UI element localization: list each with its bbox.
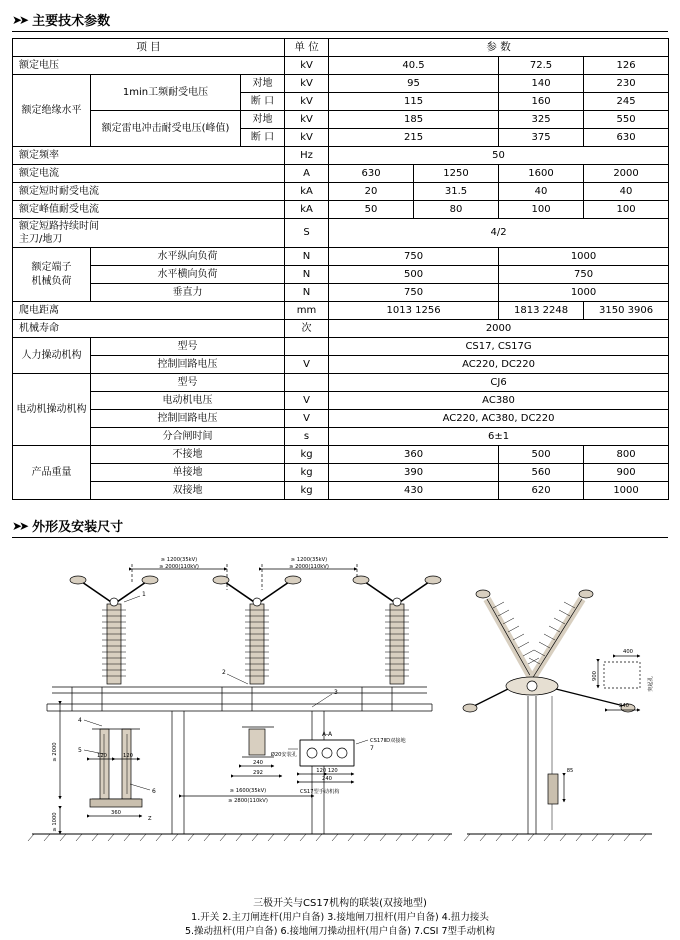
- row-label-mech-life: 机械寿命: [13, 320, 285, 338]
- row-sub-model: 型号: [91, 338, 285, 356]
- table-row: [13, 428, 669, 446]
- unit-cell: N: [285, 266, 329, 284]
- spec-table: [12, 38, 669, 500]
- dim-292: 292: [253, 770, 263, 776]
- unit-cell: N: [285, 284, 329, 302]
- value-cell: 115: [329, 93, 499, 111]
- value-cell: 40: [499, 183, 584, 201]
- callout-2: 2: [222, 669, 226, 676]
- unit-cell: Hz: [285, 147, 329, 165]
- value-cell: 375: [499, 129, 584, 147]
- dim-240r: 240: [619, 703, 629, 709]
- heading-divider: [12, 31, 668, 32]
- row-sub-motor-voltage: 电动机电压: [91, 392, 285, 410]
- value-cell: 40.5: [329, 57, 499, 75]
- value-cell: 750: [329, 248, 499, 266]
- dim-2000: ≥ 2000: [52, 742, 58, 762]
- dim-left-top1: ≥ 1200(35kV): [160, 557, 198, 563]
- dim-left-top2: ≥ 2000(110kV): [159, 564, 199, 570]
- section-label-aa: A-A: [321, 731, 333, 738]
- value-cell: 215: [329, 129, 499, 147]
- row-label-peak-withstand: 额定峰值耐受电流: [13, 201, 285, 219]
- value-cell: 630: [584, 129, 669, 147]
- value-cell: 900: [584, 464, 669, 482]
- value-cell: AC220, AC380, DC220: [329, 410, 669, 428]
- dim-right-top1: ≥ 1200(35kV): [290, 557, 328, 563]
- table-row: [13, 219, 669, 248]
- mech-note1: CS17ⅡD双接地: [370, 738, 406, 744]
- row-sub-lightning: 额定雷电冲击耐受电压(峰值): [91, 111, 241, 147]
- unit-cell: kg: [285, 482, 329, 500]
- value-cell: 160: [499, 93, 584, 111]
- table-row: [13, 320, 669, 338]
- caption-title: 三极开关与CS17机构的联装(双接地型): [253, 898, 427, 909]
- row-sub-h-trans: 水平横向负荷: [91, 266, 285, 284]
- value-cell: 6±1: [329, 428, 669, 446]
- unit-cell: V: [285, 392, 329, 410]
- table-row: [13, 356, 669, 374]
- value-cell: 245: [584, 93, 669, 111]
- value-cell: 40: [584, 183, 669, 201]
- row-sub-vertical: 垂直力: [91, 284, 285, 302]
- value-cell: 550: [584, 111, 669, 129]
- section-title-specs: 主要技术参数: [32, 14, 111, 29]
- value-cell: 185: [329, 111, 499, 129]
- section-title-dims: 外形及安装尺寸: [32, 520, 124, 535]
- table-row: [13, 392, 669, 410]
- value-cell: 20: [329, 183, 414, 201]
- outline-dimension-drawing: [12, 544, 668, 894]
- row-sub-single-earth: 单接地: [91, 464, 285, 482]
- section-heading-dims: [0, 516, 680, 535]
- table-row: [13, 410, 669, 428]
- value-cell: 430: [329, 482, 499, 500]
- table-row: [13, 266, 669, 284]
- row-label-rated-freq: 额定频率: [13, 147, 285, 165]
- table-row: [13, 464, 669, 482]
- dim-1000: ≥ 1000: [52, 812, 58, 832]
- table-row: [13, 338, 669, 356]
- value-cell: 1013 1256: [329, 302, 499, 320]
- caption-line2: 5.操动扭杆(用户自备) 6.接地闸刀操动扭杆(用户自备) 7.CSI 7型手动机构: [184, 926, 496, 938]
- callout-1: 1: [142, 591, 146, 598]
- table-row-header: [13, 39, 669, 57]
- table-row: [13, 482, 669, 500]
- table-row: [13, 75, 669, 93]
- row-sub-control-voltage: 控制回路电压: [91, 410, 285, 428]
- value-cell: AC380: [329, 392, 669, 410]
- row-label-manual-mech: 人力操动机构: [13, 338, 91, 374]
- value-cell: 1250: [414, 165, 499, 183]
- dim-bottom1: ≥ 1600(35kV): [229, 788, 267, 794]
- unit-cell: 次: [285, 320, 329, 338]
- row-sub-double-earth: 双接地: [91, 482, 285, 500]
- row-sub-control-voltage: 控制回路电压: [91, 356, 285, 374]
- table-row: [13, 147, 669, 165]
- unit-cell: kV: [285, 93, 329, 111]
- callout-6: 6: [152, 788, 156, 795]
- value-cell: 500: [499, 446, 584, 464]
- dim-z: Z: [148, 816, 152, 822]
- value-cell: 31.5: [414, 183, 499, 201]
- dim-240: 240: [253, 760, 263, 766]
- value-cell: 2000: [584, 165, 669, 183]
- row-label-rated-voltage: 额定电压: [13, 57, 285, 75]
- value-cell: 1000: [499, 248, 669, 266]
- unit-cell: [285, 338, 329, 356]
- value-cell: 360: [329, 446, 499, 464]
- value-cell: 750: [329, 284, 499, 302]
- heading-divider: [12, 537, 668, 538]
- drawing-caption: [0, 896, 680, 940]
- row-sub-h-long: 水平纵向负荷: [91, 248, 285, 266]
- terminal-load-line1: 额定端子: [31, 261, 72, 273]
- unit-cell: N: [285, 248, 329, 266]
- hole-note: Ø20安装孔: [270, 752, 297, 758]
- value-cell: 80: [414, 201, 499, 219]
- row-label-motor-mech: 电动机操动机构: [13, 374, 91, 446]
- value-cell: 390: [329, 464, 499, 482]
- table-row: [13, 248, 669, 266]
- row-side-across-break: 断 口: [241, 93, 285, 111]
- table-row: [13, 284, 669, 302]
- table-row: [13, 165, 669, 183]
- unit-cell: kV: [285, 75, 329, 93]
- header-param: 参 数: [329, 39, 669, 57]
- value-cell: 1000: [499, 284, 669, 302]
- value-cell: 630: [329, 165, 414, 183]
- dim-right-top2: ≥ 2000(110kV): [289, 564, 329, 570]
- unit-cell: kg: [285, 446, 329, 464]
- section-heading-specs: [0, 10, 680, 29]
- short-duration-line2: 主刀/地刀: [19, 234, 63, 245]
- row-label-terminal-load: [13, 248, 91, 302]
- row-sub-switch-time: 分合闸时间: [91, 428, 285, 446]
- drawing-svg: [12, 544, 668, 894]
- right-vert-note: 突起孔: [648, 676, 654, 692]
- value-cell: 750: [499, 266, 669, 284]
- value-cell: 50: [329, 147, 669, 165]
- unit-cell: s: [285, 428, 329, 446]
- value-cell: 560: [499, 464, 584, 482]
- value-cell: 500: [329, 266, 499, 284]
- value-cell: 800: [584, 446, 669, 464]
- dim-85: 85: [566, 768, 574, 774]
- callout-3: 3: [334, 689, 338, 696]
- value-cell: 1000: [584, 482, 669, 500]
- row-label-insulation-level: 额定绝缘水平: [13, 75, 91, 147]
- value-cell: 72.5: [499, 57, 584, 75]
- unit-cell: kV: [285, 57, 329, 75]
- row-label-short-time: 额定短时耐受电流: [13, 183, 285, 201]
- unit-cell: kV: [285, 111, 329, 129]
- value-cell: 2000: [329, 320, 669, 338]
- value-cell: 230: [584, 75, 669, 93]
- table-row: [13, 183, 669, 201]
- unit-cell: kg: [285, 464, 329, 482]
- value-cell: CJ6: [329, 374, 669, 392]
- header-unit: 单 位: [285, 39, 329, 57]
- row-label-short-duration: [13, 219, 285, 248]
- unit-cell: kV: [285, 129, 329, 147]
- table-row: [13, 302, 669, 320]
- value-cell: 1813 2248: [499, 302, 584, 320]
- row-sub-power-freq: 1min工频耐受电压: [91, 75, 241, 111]
- callout-4: 4: [78, 717, 82, 724]
- unit-cell: A: [285, 165, 329, 183]
- table-row: [13, 374, 669, 392]
- caption-line1: 1.开关 2.主刀闸连杆(用户自备) 3.接地闸刀扭杆(用户自备) 4.扭力接头: [191, 912, 489, 923]
- callout-5: 5: [78, 747, 82, 754]
- dim-120a: 120: [97, 753, 107, 759]
- row-sub-model: 型号: [91, 374, 285, 392]
- mech-note2: CS17型手动机构: [300, 789, 340, 795]
- header-item: 项 目: [13, 39, 285, 57]
- row-side-to-earth: 对地: [241, 111, 285, 129]
- arrow-icon: ➤➤: [12, 518, 27, 533]
- row-side-to-earth: 对地: [241, 75, 285, 93]
- row-sub-no-earth: 不接地: [91, 446, 285, 464]
- unit-cell: kA: [285, 201, 329, 219]
- table-row: [13, 111, 669, 129]
- short-duration-line1: 额定短路持续时间: [19, 221, 99, 232]
- value-cell: 100: [584, 201, 669, 219]
- value-cell: 126: [584, 57, 669, 75]
- value-cell: 50: [329, 201, 414, 219]
- value-cell: 4/2: [329, 219, 669, 248]
- dim-120-120: 120 120: [316, 768, 338, 774]
- unit-cell: kA: [285, 183, 329, 201]
- value-cell: 325: [499, 111, 584, 129]
- row-label-weight: 产品重量: [13, 446, 91, 500]
- unit-cell: V: [285, 356, 329, 374]
- value-cell: 620: [499, 482, 584, 500]
- value-cell: 95: [329, 75, 499, 93]
- terminal-load-line2: 机械负荷: [31, 275, 72, 287]
- dim-120b: 120: [123, 753, 133, 759]
- arrow-icon: ➤➤: [12, 12, 27, 27]
- unit-cell: V: [285, 410, 329, 428]
- unit-cell: S: [285, 219, 329, 248]
- unit-cell: [285, 374, 329, 392]
- row-label-rated-current: 额定电流: [13, 165, 285, 183]
- value-cell: 100: [499, 201, 584, 219]
- value-cell: CS17, CS17G: [329, 338, 669, 356]
- value-cell: 1600: [499, 165, 584, 183]
- dim-bottom2: ≥ 2800(110kV): [228, 798, 268, 804]
- row-label-creepage: 爬电距离: [13, 302, 285, 320]
- dim-400: 400: [623, 649, 633, 655]
- dim-240b: 240: [322, 776, 332, 782]
- value-cell: 140: [499, 75, 584, 93]
- table-row: [13, 201, 669, 219]
- callout-7: 7: [370, 745, 374, 752]
- row-side-across-break: 断 口: [241, 129, 285, 147]
- dim-360: 360: [111, 810, 121, 816]
- unit-cell: mm: [285, 302, 329, 320]
- value-cell: AC220, DC220: [329, 356, 669, 374]
- value-cell: 3150 3906: [584, 302, 669, 320]
- table-row: [13, 57, 669, 75]
- table-row: [13, 446, 669, 464]
- dim-900: 900: [592, 671, 598, 681]
